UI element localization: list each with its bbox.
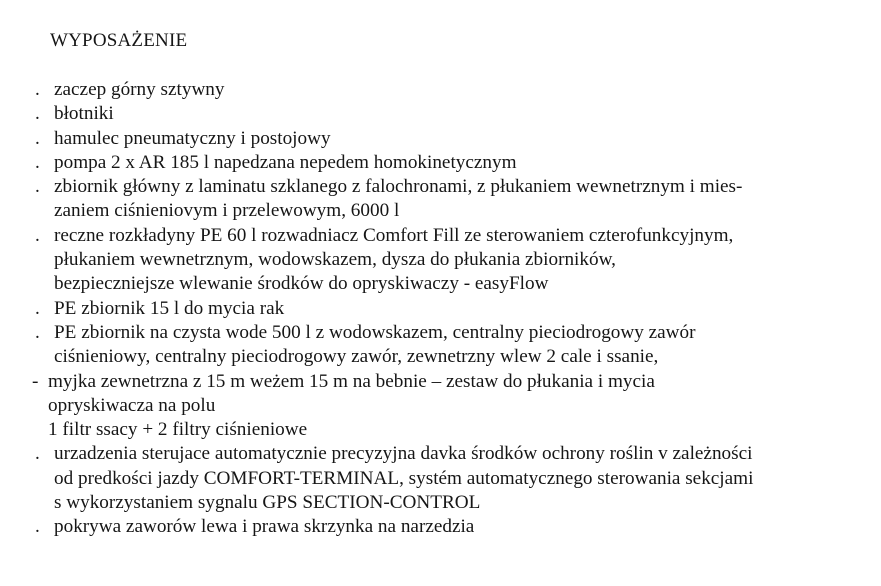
list-marker: . (35, 176, 40, 198)
list-item-continuation (32, 394, 872, 418)
list-item-text: płukaniem wewnetrznym, wodowskazem, dysza do płukania zbiorników, (54, 249, 616, 271)
list-item-text: urzadzenia sterujace automatycznie precyzyjna davka środków ochrony roślin v zależności (54, 443, 753, 465)
list-item-text: błotniki (54, 103, 114, 125)
list-item-text: PE zbiornik na czysta wode 500 l z wodowskazem, centralny pieciodrogowy zawór (54, 321, 696, 343)
list-item-continuation (32, 272, 872, 296)
list-item (32, 321, 872, 345)
list-item (32, 224, 872, 248)
list-item-continuation (32, 199, 872, 223)
list-item-text: od predkości jazdy COMFORT-TERMINAL, systém automatycznego sterowania sekcjami (54, 467, 754, 489)
list-item (32, 127, 872, 151)
list-item-text: zbiornik główny z laminatu szklanego z falochronami, z płukaniem wewnetrznym i mies- (54, 176, 743, 198)
list-item-text: zaczep górny sztywny (54, 79, 225, 100)
list-item (32, 175, 872, 199)
list-item (32, 151, 872, 175)
list-marker: . (35, 79, 40, 100)
list-item-continuation (32, 491, 872, 515)
list-item (32, 515, 872, 539)
list-item-text: ciśnieniowy, centralny pieciodrogowy zawór, zewnetrzny wlew 2 cale i ssanie, (54, 346, 659, 368)
list-item-text: myjka zewnetrzna z 15 m weżem 15 m na bebnie – zestaw do płukania i mycia (48, 370, 655, 392)
list-item-text: PE zbiornik 15 l do mycia rak (54, 297, 285, 319)
list-item-continuation (32, 467, 872, 491)
list-item-text: reczne rozkładyny PE 60 l rozwadniacz Comfort Fill ze sterowaniem czterofunkcyjnym, (54, 224, 734, 246)
equipment-list (32, 78, 872, 540)
list-marker: . (35, 516, 40, 538)
list-item (32, 297, 872, 321)
list-item-text: zaniem ciśnieniovym i przelewowym, 6000 l (54, 200, 400, 222)
list-marker: - (32, 370, 39, 392)
list-item-text: bezpieczniejsze wlewanie środków do opryskiwaczy - easyFlow (54, 273, 549, 295)
list-marker: . (35, 103, 40, 125)
list-item-text: pokrywa zaworów lewa i prawa skrzynka na narzedzia (54, 516, 475, 538)
document-title: WYPOSAŻENIE (50, 30, 188, 51)
list-item-text: hamulec pneumatyczny i postojowy (54, 127, 331, 149)
list-item (32, 442, 872, 466)
list-item-continuation (32, 345, 872, 369)
list-marker: . (35, 443, 40, 465)
list-marker: . (35, 297, 40, 319)
list-item-dash (32, 370, 872, 394)
list-item-text: opryskiwacza na polu (48, 394, 216, 416)
list-marker: . (35, 127, 40, 149)
list-item-text: s wykorzystaniem sygnalu GPS SECTION-CONTROL (54, 492, 481, 514)
list-item-text: 1 filtr ssacy + 2 filtry ciśnieniowe (48, 419, 308, 441)
list-item (32, 102, 872, 126)
list-item-continuation (32, 248, 872, 272)
list-marker: . (35, 224, 40, 246)
list-marker: . (35, 151, 40, 173)
list-item-text: pompa 2 x AR 185 l napedzana nepedem homokinetycznym (54, 151, 517, 173)
list-item (32, 78, 872, 102)
list-marker: . (35, 321, 40, 343)
list-item-continuation (32, 418, 872, 442)
